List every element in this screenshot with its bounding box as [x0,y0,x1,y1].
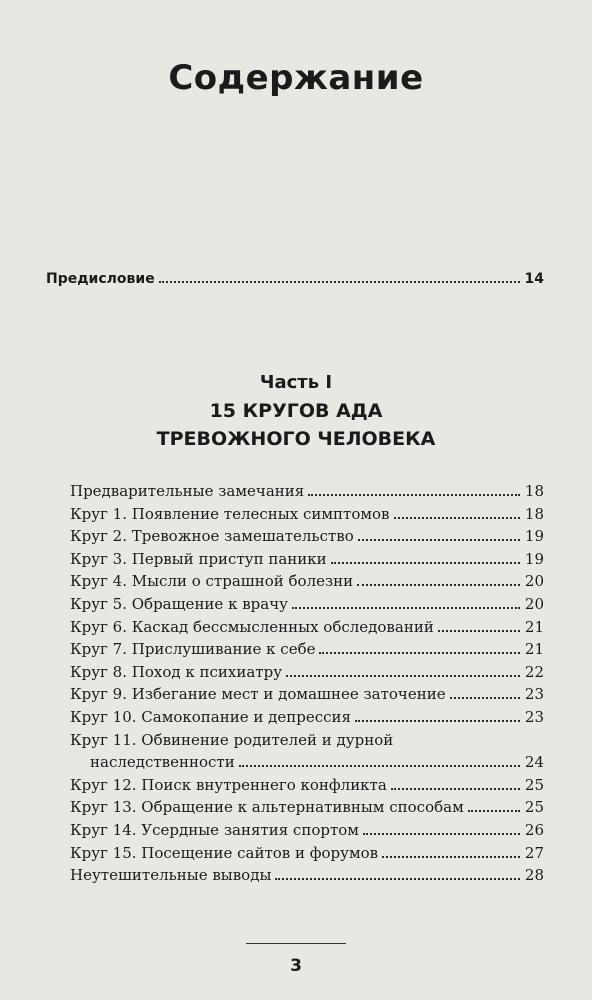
toc-entry-page: 20 [524,572,544,591]
toc-entry-label: наследственности [90,753,235,772]
toc-entry-label: Круг 13. Обращение к альтернативным способам [70,798,464,817]
toc-entry-label: Круг 2. Тревожное замешательство [70,527,354,546]
toc-entry [70,819,544,842]
toc-entry-page: 28 [524,866,544,885]
toc-entry-page: 21 [524,617,544,636]
toc-entry [70,638,544,661]
dot-leader [308,494,520,496]
toc-entry-label: Круг 11. Обвинение родителей и дурной [70,730,394,749]
toc-entry-continuation [70,751,544,774]
toc-entry [70,616,544,639]
toc-entry-label: Круг 3. Первый приступ паники [70,549,327,568]
toc-entry [70,706,544,729]
toc-entry [70,548,544,571]
toc-entry-page: 18 [524,504,544,523]
page-number: 3 [290,956,302,976]
toc-entry-label: Круг 9. Избегание мест и домашнее заточение [70,685,446,704]
toc-entry-label: Круг 7. Прислушивание к себе [70,640,316,659]
toc-entry [70,525,544,548]
part-title-line1: 15 КРУГОВ АДА [209,400,383,422]
toc-entry [70,796,544,819]
toc-entry [70,503,544,526]
footer-rule [246,943,346,944]
toc-entry-label: Круг 14. Усердные занятия спортом [70,820,359,839]
dot-leader [292,607,520,609]
toc-entry-page: 21 [524,640,544,659]
toc-entry [70,683,544,706]
dot-leader [382,856,520,858]
toc-entry-page: 20 [524,594,544,613]
toc-entry-page: 27 [524,843,544,862]
dot-leader [286,675,520,677]
toc-entry-page: 24 [524,753,544,772]
toc-entry-label: Круг 12. Поиск внутреннего конфликта [70,775,387,794]
toc-entry-label: Круг 15. Посещение сайтов и форумов [70,843,379,862]
toc-entry-page: 23 [524,685,544,704]
toc-entry-page: 25 [524,775,544,794]
toc-entry-preface [46,268,544,290]
toc-entry-label: Круг 1. Появление телесных симптомов [70,504,390,523]
toc-entry-label: Круг 8. Поход к психиатру [70,662,283,681]
toc-entry-label: Предисловие [46,271,155,287]
toc-entry-label: Круг 5. Обращение к врачу [70,594,288,613]
toc-entry-page: 26 [524,820,544,839]
toc-entry [70,842,544,865]
toc-entry-page: 14 [524,271,544,287]
toc-entry-label: Круг 6. Каскад бессмысленных обследований [70,617,434,636]
toc-entry [70,661,544,684]
toc-entry [70,480,544,503]
toc-entry-page: 25 [524,798,544,817]
dot-leader [331,562,520,564]
toc-entry-page: 18 [524,482,544,500]
toc-entry-page: 19 [524,549,544,568]
dot-leader [319,652,520,654]
toc-entry [70,864,544,887]
dot-leader [391,788,520,790]
toc-entry-label: Круг 10. Самокопание и депрессия [70,707,352,726]
toc-entry-page: 23 [524,707,544,726]
toc-entry-page: 22 [524,662,544,681]
dot-leader [438,630,520,632]
dot-leader [355,720,520,722]
toc-entry-label: Круг 4. Мысли о страшной болезни [70,572,354,591]
part-title-line2: ТРЕВОЖНОГО ЧЕЛОВЕКА [156,428,436,450]
toc-entry [70,729,544,752]
toc-entry [70,570,544,593]
toc-entry-label: Неутешительные выводы [70,866,272,885]
part-label: Часть I [259,372,333,393]
toc-list [70,480,544,887]
dot-leader [239,765,520,767]
dot-leader [394,517,521,519]
dot-leader [159,281,520,283]
toc-entry [70,774,544,797]
dot-leader [275,878,520,880]
dot-leader [363,833,520,835]
toc-entry-page: 19 [524,527,544,546]
toc-entry [70,593,544,616]
dot-leader [450,697,520,699]
dot-leader [358,539,520,541]
page-title: Содержание [168,58,424,98]
dot-leader [468,810,520,812]
toc-entry-label: Предварительные замечания [70,482,305,500]
dot-leader [357,584,520,586]
